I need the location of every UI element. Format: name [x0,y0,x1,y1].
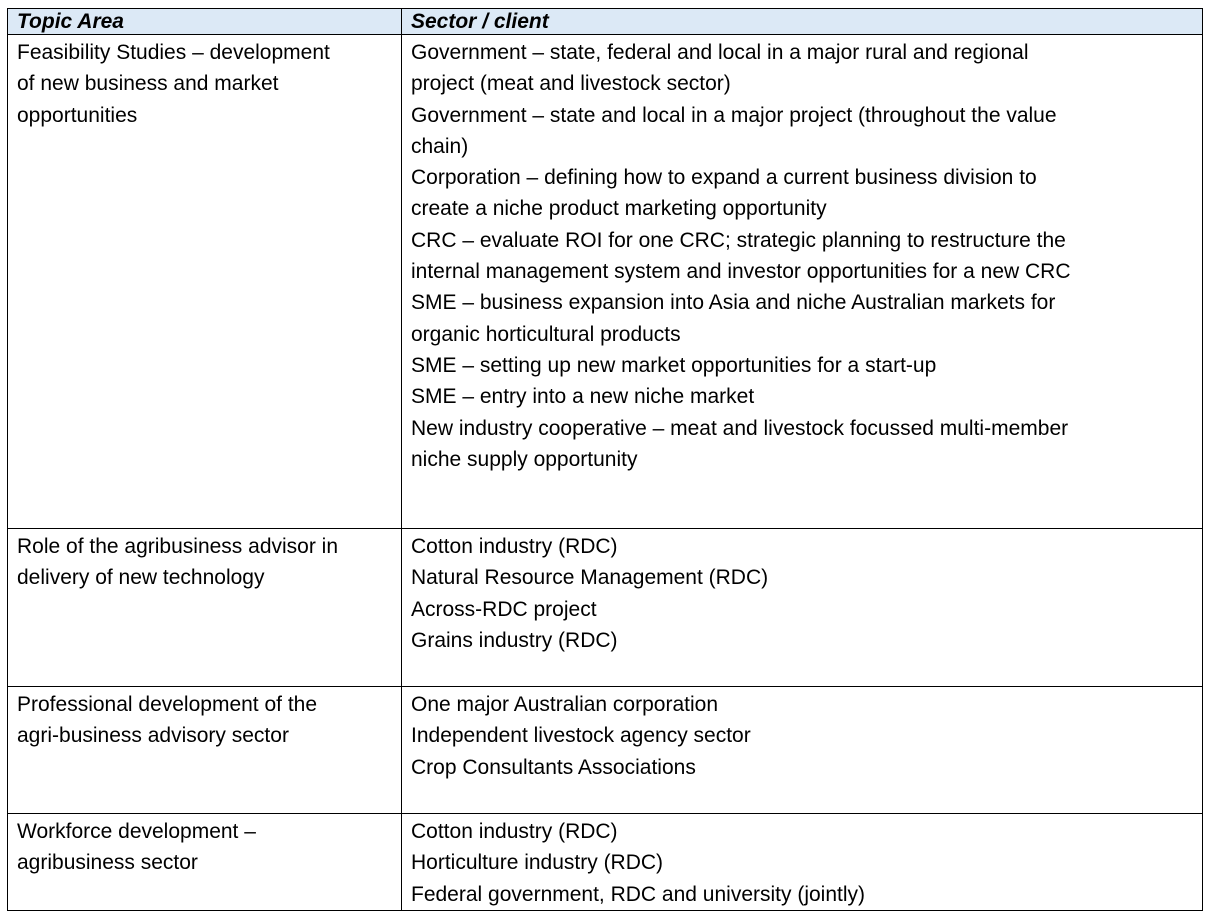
topic-sector-table [7,8,1203,911]
sector-line: One major Australian corporation [411,693,718,716]
sector-line: SME – business expansion into Asia and niche Australian markets for [411,291,1056,315]
sector-cell [402,529,1203,687]
topic-cell [8,814,402,911]
sector-line: organic horticultural products [411,322,681,346]
sector-line: project (meat and livestock sector) [411,72,731,96]
table-row [8,529,1203,687]
sector-line: Corporation – defining how to expand a current business division to [411,166,1037,190]
sector-line: create a niche product marketing opportunity [411,197,827,221]
topic-cell [8,687,402,814]
topic-line: delivery of new technology [17,566,265,590]
sector-line: Cotton industry (RDC) [411,820,618,843]
header-sector-client: Sector / client [402,9,1203,35]
sector-line: SME – entry into a new niche market [411,385,755,409]
sector-cell [402,35,1203,529]
table-row [8,35,1203,529]
topic-line: Professional development of the [17,693,318,716]
sector-line: Across-RDC project [411,597,597,621]
sector-line: Government – state and local in a major project (throughout the value [411,103,1057,127]
topic-line: Role of the agribusiness advisor in [17,535,339,558]
table-row [8,814,1203,911]
sector-line: Independent livestock agency sector [411,724,751,748]
topic-line: agri-business advisory sector [17,724,289,748]
topic-line: of new business and market [17,72,279,96]
header-row [8,9,1203,35]
sector-line: Horticulture industry (RDC) [411,851,664,875]
topic-line: Workforce development – [17,820,256,843]
sector-line: CRC – evaluate ROI for one CRC; strategic planning to restructure the [411,228,1066,252]
sector-line: internal management system and investor opportunities for a new CRC [411,260,1071,284]
header-topic-area: Topic Area [8,9,402,35]
sector-line: Natural Resource Management (RDC) [411,566,769,590]
sector-line: New industry cooperative – meat and livestock focussed multi-member [411,416,1069,440]
topic-cell [8,529,402,687]
topic-cell [8,35,402,529]
sector-line: Government – state, federal and local in a major rural and regional [411,41,1029,64]
topic-line: opportunities [17,103,138,127]
topic-line: agribusiness sector [17,851,198,875]
sector-line: Grains industry (RDC) [411,628,618,652]
sector-line: niche supply opportunity [411,447,638,471]
sector-line: Federal government, RDC and university (jointly) [411,882,866,906]
sector-cell [402,687,1203,814]
sector-line: Cotton industry (RDC) [411,535,618,558]
table-row [8,687,1203,814]
topic-line: Feasibility Studies – development [17,41,330,64]
sector-line: Crop Consultants Associations [411,755,696,779]
sector-line: SME – setting up new market opportunities for a start-up [411,353,937,377]
sector-cell [402,814,1203,911]
sector-line: chain) [411,134,469,158]
